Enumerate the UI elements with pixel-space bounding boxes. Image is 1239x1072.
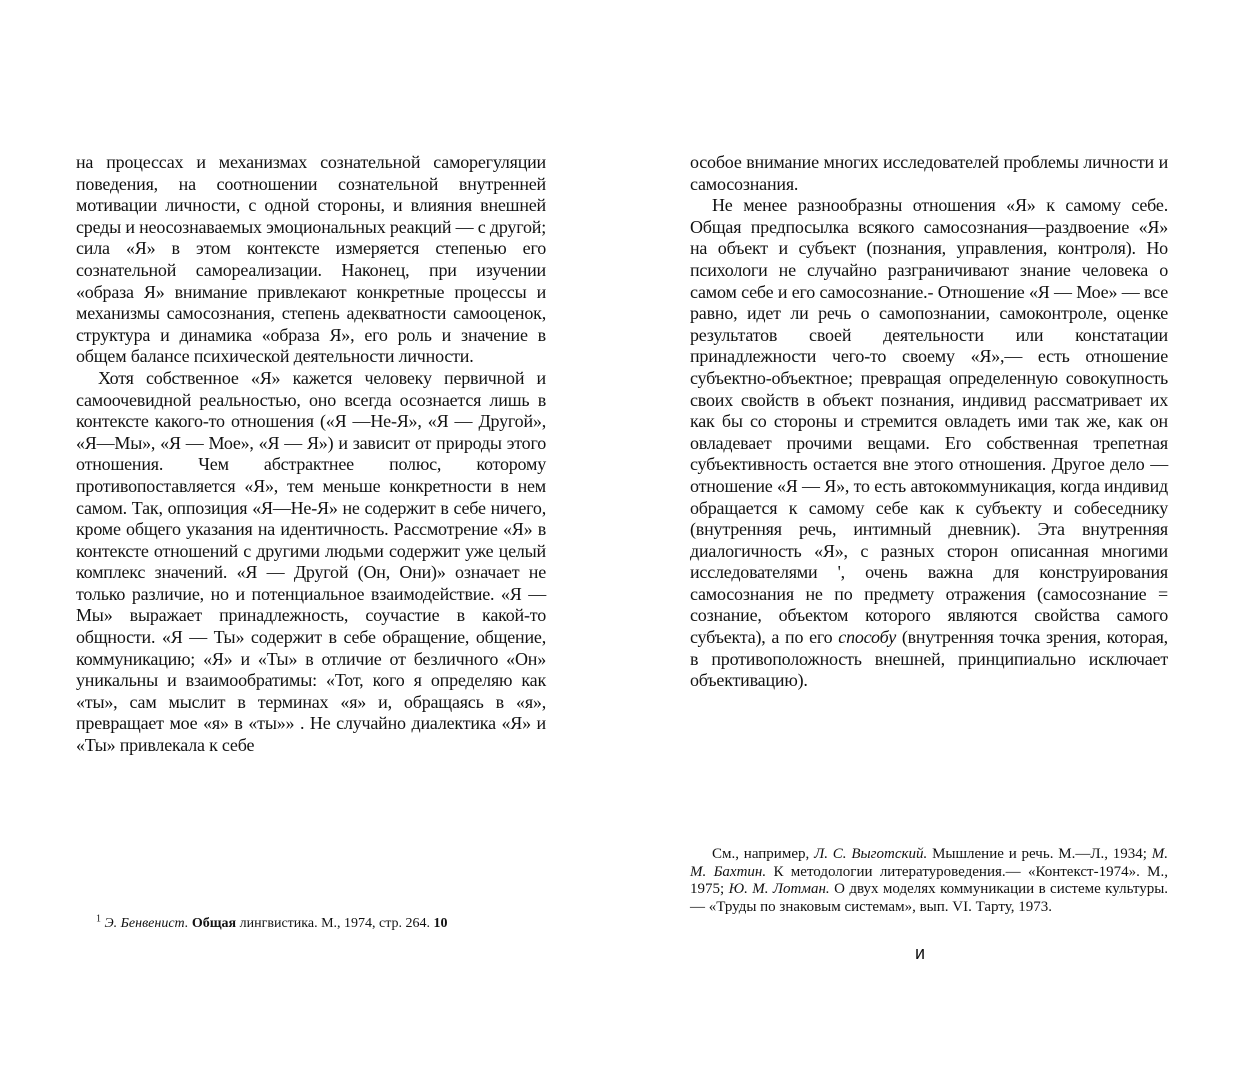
left-footnote-author: Э. Бенвенист.: [104, 916, 189, 931]
right-paragraph-1: особое внимание многих исследователей проблемы личности и самосознания.: [690, 152, 1168, 194]
right-footnote-author-1: Л. С. Выготский.: [814, 846, 928, 862]
left-page: [76, 152, 546, 757]
left-footnote-bold: Общая: [191, 916, 237, 931]
right-footnote-text-1: Мышление и речь. М.—Л., 1934;: [932, 846, 1147, 862]
left-footnote-mark: 1: [96, 913, 101, 925]
right-page: [690, 152, 1168, 692]
left-paragraph-2: Хотя собственное «Я» кажется человеку первичной и самоочевидной реальностью, оно всегда осознается лишь в контексте какого-то отношения («Я —Не-Я», «Я — Другой», «Я—Мы», «Я — Мое», «Я — Я») и зависит от природы этого отношения. Чем абстрактнее полюс, которому противопоставляется «Я», тем меньше конкретности в нем самом. Так, оппозиция «Я—Не-Я» не содержит в себе ничего, кроме общего указания на идентичность. Рассмотрение «Я» в контексте отношений с другими людьми содержит уже целый комплекс значений. «Я — Другой (Он, Они)» означает не только различие, но и потенциальное взаимодействие. «Я — Мы» выражает принадлежность, соучастие в какой-то общности. «Я — Ты» содержит в себе обращение, общение, коммуникацию; «Я» и «Ты» в отличие от безличного «Он» уникальны и взаимообратимы: «Тот, кого я определяю как «ты», сам мыслит в терминах «я» и, обращаясь в «я», превращает мое «я» в «ты»» . Не случайно диалектика «Я» и «Ты» привлекала к себе: [76, 367, 546, 756]
right-footnote-intro: См., например,: [712, 846, 810, 862]
left-footnote: [96, 915, 566, 932]
left-page-number: 10: [433, 916, 448, 931]
left-paragraph-1: на процессах и механизмах сознательной саморегуляции поведения, на соотношении сознательной внутренней мотивации личности, с одной стороны, и влияния внешней среды и неосознаваемых эмоциональных реакций — с другой; сила «Я» в этом контексте измеряется степенью его сознательной самореализации. Наконец, при изучении «образа Я» внимание привлекают конкретные процессы и механизмы самосознания, степень адекватности самооценок, структура и динамика «образа Я», его роль и значение в общем балансе психической деятельности личности.: [76, 152, 546, 367]
left-footnote-rest: лингвистика. М., 1974, стр. 264.: [239, 916, 431, 931]
right-paragraph-2-text-2: (внутренняя точка зрения, которая, в противоположность внешней, принципиально исключает объективацию).: [690, 627, 1168, 691]
right-footnote-author-3: Ю. М. Лотман.: [728, 881, 830, 897]
right-footnote-text-2: К методологии литературоведения.— «Контекст-1974». М., 1975;: [690, 863, 1169, 897]
right-paragraph-2-italic: способу: [838, 627, 896, 648]
right-page-number: и: [915, 943, 926, 963]
right-footnote-author-2: М. М. Бахтин.: [690, 846, 1169, 880]
right-paragraph-2: [690, 195, 1168, 692]
right-footnote: [690, 846, 1168, 916]
right-paragraph-2-text-1: Не менее разнообразны отношения «Я» к самому себе. Общая предпосылка всякого самосознания—раздвоение «Я» на объект и субъект (познания, управления, контроля). Но психологи не случайно разграничивают знание человека о самом себе и его самосознание.- Отношение «Я — Мое» — все равно, идет ли речь о самопознании, самоконтроле, оценке результатов своей деятельности или констатации принадлежности чего-то своему «Я»,— есть отношение субъектно-объектное; превращая определенную совокупность своих свойств в объект познания, индивид рассматривает их как бы со стороны и стремится овладеть ими так же, как он овладевает прочими вещами. Его собственная трепетная субъективность остается вне этого отношения. Другое дело — отношение «Я — Я», то есть автокоммуникация, когда индивид обращается к самому себе как к субъекту и собеседнику (внутренняя речь, интимный дневник). Эта внутренняя диалогичность «Я», с разных сторон описанная многими исследователями ', очень важна для конструирования самосознания не по предмету отражения (самосознание = сознание, объектом которого являются свойства самого субъекта), а по его: [690, 195, 1168, 648]
right-footnote-text-3: О двух моделях коммуникации в системе культуры.— «Труды по знаковым системам», вып. VI. Тарту, 1973.: [690, 881, 1169, 915]
